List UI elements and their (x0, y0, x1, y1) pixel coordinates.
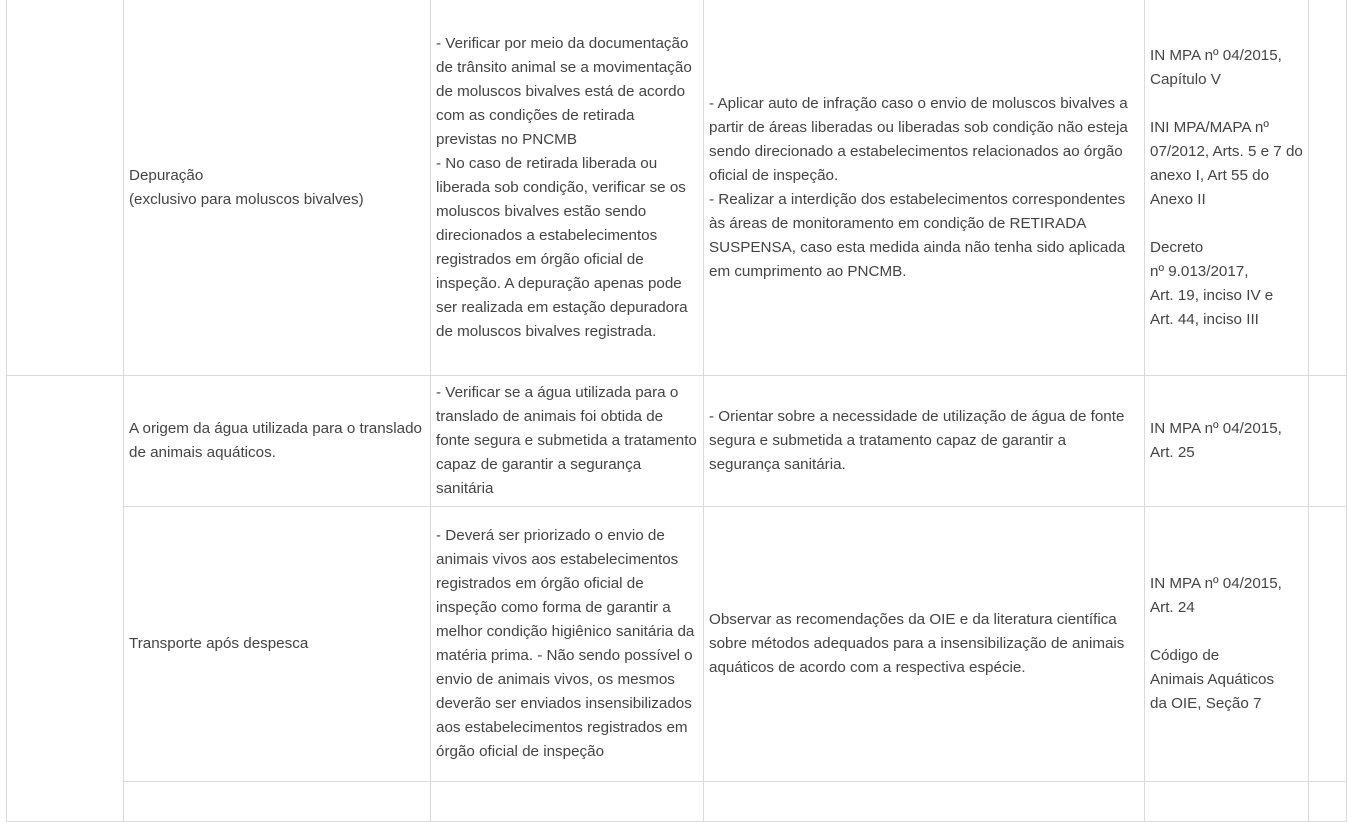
verification-cell: - Verificar por meio da documentação de trânsito animal se a movimentação de moluscos bivalves está de acordo com as condições de retirada previstas no PNCMB - No caso de retirada liberada ou liberada sob condição, verificar se os moluscos bivalves estão sendo direcionados a estabelecimentos registrados em órgão oficial de inspeção. A depuração apenas pode ser realizada em estação depuradora de moluscos bivalves registrada. (431, 0, 704, 376)
legislation-cell: IN MPA nº 04/2015, Art. 25 (1145, 376, 1309, 507)
verification-cell: - Deverá ser priorizado o envio de animais vivos aos estabelecimentos registrados em órgão oficial de inspeção como forma de garantir a melhor condição higiênico sanitária da matéria prima. - Não sendo possível o envio de animais vivos, os mesmos deverão ser enviados insensibilizados aos estabelecimentos registrados em órgão oficial de inspeção (431, 507, 704, 782)
group-cell (7, 376, 124, 822)
legislation-cell: IN MPA nº 04/2015, Art. 24 Código de Animais Aquáticos da OIE, Seção 7 (1145, 507, 1309, 782)
item-cell (124, 782, 431, 822)
item-cell: Depuração (exclusivo para moluscos bivalves) (124, 0, 431, 376)
action-cell: - Aplicar auto de infração caso o envio de moluscos bivalves a partir de áreas liberadas ou liberadas sob condição não esteja sendo direcionado a estabelecimentos relacionados ao órgão oficial de inspeção. - Realizar a interdição dos estabelecimentos correspondentes às áreas de monitoramento em condição de RETIRADA SUSPENSA, caso esta medida ainda não tenha sido aplicada em cumprimento ao PNCMB. (704, 0, 1145, 376)
extra-cell (1309, 782, 1347, 822)
table-row (7, 0, 1347, 376)
extra-cell (1309, 0, 1347, 376)
legislation-cell: IN MPA nº 04/2015, Capítulo V INI MPA/MAPA nº 07/2012, Arts. 5 e 7 do anexo I, Art 55 do Anexo II Decreto nº 9.013/2017, Art. 19, inciso IV e Art. 44, inciso III (1145, 0, 1309, 376)
group-cell (7, 0, 124, 376)
inspection-table (6, 0, 1347, 822)
extra-cell (1309, 376, 1347, 507)
verification-cell (431, 782, 704, 822)
extra-cell (1309, 507, 1347, 782)
item-cell: Transporte após despesca (124, 507, 431, 782)
action-cell: Observar as recomendações da OIE e da literatura científica sobre métodos adequados para a insensibilização de animais aquáticos de acordo com a respectiva espécie. (704, 507, 1145, 782)
table-row (7, 376, 1347, 507)
table-row (7, 782, 1347, 822)
action-cell (704, 782, 1145, 822)
table-row (7, 507, 1347, 782)
action-cell: - Orientar sobre a necessidade de utilização de água de fonte segura e submetida a tratamento capaz de garantir a segurança sanitária. (704, 376, 1145, 507)
verification-cell: - Verificar se a água utilizada para o translado de animais foi obtida de fonte segura e submetida a tratamento capaz de garantir a segurança sanitária (431, 376, 704, 507)
legislation-cell (1145, 782, 1309, 822)
item-cell: A origem da água utilizada para o translado de animais aquáticos. (124, 376, 431, 507)
